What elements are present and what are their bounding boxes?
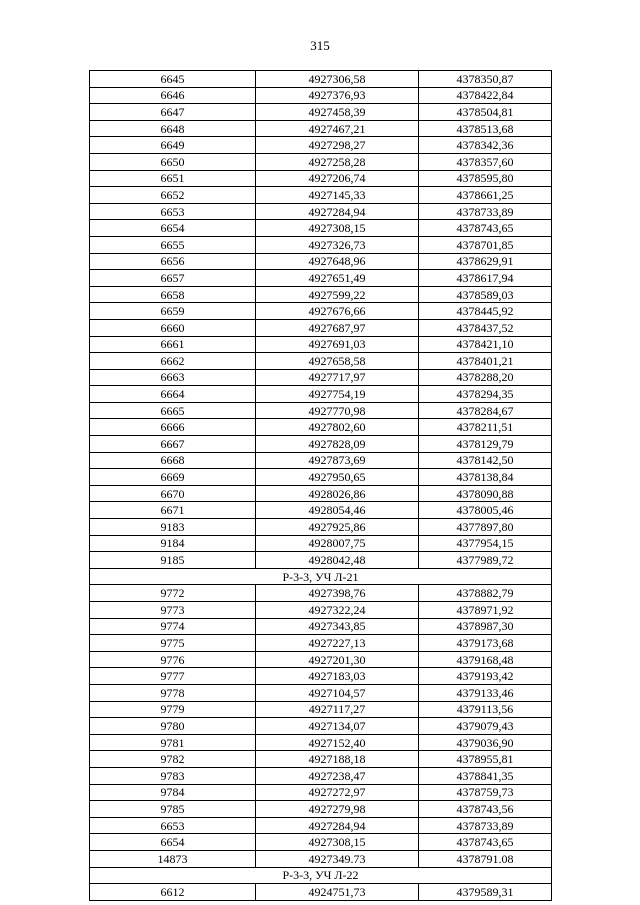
point-number-cell: 9774 (90, 618, 256, 635)
x-coordinate-cell: 4927284,94 (256, 203, 419, 220)
section-title: Р-3-3, УЧ Л-21 (90, 568, 552, 585)
table-row (90, 668, 552, 685)
x-coordinate-cell: 4927227,13 (256, 635, 419, 652)
y-coordinate-cell: 4378421,10 (419, 336, 552, 353)
x-coordinate-cell: 4927950,65 (256, 469, 419, 486)
table-row (90, 718, 552, 735)
y-coordinate-cell: 4378504,81 (419, 104, 552, 121)
x-coordinate-cell: 4927279,98 (256, 801, 419, 818)
table-row (90, 120, 552, 137)
point-number-cell: 6658 (90, 286, 256, 303)
table-row (90, 701, 552, 718)
y-coordinate-cell: 4378595,80 (419, 170, 552, 187)
x-coordinate-cell: 4927873,69 (256, 452, 419, 469)
x-coordinate-cell: 4927238,47 (256, 767, 419, 784)
table-row (90, 635, 552, 652)
point-number-cell: 6612 (90, 884, 256, 901)
point-number-cell: 6654 (90, 220, 256, 237)
x-coordinate-cell: 4927145,33 (256, 187, 419, 204)
x-coordinate-cell: 4927717,97 (256, 369, 419, 386)
x-coordinate-cell: 4928026,86 (256, 485, 419, 502)
point-number-cell: 6653 (90, 203, 256, 220)
table-row (90, 519, 552, 536)
table-row (90, 87, 552, 104)
point-number-cell: 9779 (90, 701, 256, 718)
y-coordinate-cell: 4378284,67 (419, 402, 552, 419)
table-row (90, 817, 552, 834)
y-coordinate-cell: 4378294,35 (419, 386, 552, 403)
y-coordinate-cell: 4378955,81 (419, 751, 552, 768)
table-row (90, 734, 552, 751)
point-number-cell: 9773 (90, 602, 256, 619)
y-coordinate-cell: 4378701,85 (419, 236, 552, 253)
table-row (90, 253, 552, 270)
table-row (90, 319, 552, 336)
table-row (90, 850, 552, 867)
y-coordinate-cell: 4378759,73 (419, 784, 552, 801)
table-row (90, 436, 552, 453)
point-number-cell: 9778 (90, 684, 256, 701)
point-number-cell: 6669 (90, 469, 256, 486)
y-coordinate-cell: 4378513,68 (419, 120, 552, 137)
x-coordinate-cell: 4927754,19 (256, 386, 419, 403)
table-row (90, 137, 552, 154)
point-number-cell: 9184 (90, 535, 256, 552)
x-coordinate-cell: 4927306,58 (256, 71, 419, 88)
x-coordinate-cell: 4927343,85 (256, 618, 419, 635)
table-row (90, 767, 552, 784)
y-coordinate-cell: 4378791.08 (419, 850, 552, 867)
y-coordinate-cell: 4378743,56 (419, 801, 552, 818)
x-coordinate-cell: 4927298,27 (256, 137, 419, 154)
table-row (90, 336, 552, 353)
point-number-cell: 6651 (90, 170, 256, 187)
y-coordinate-cell: 4377989,72 (419, 552, 552, 569)
point-number-cell: 6648 (90, 120, 256, 137)
y-coordinate-cell: 4378357,60 (419, 153, 552, 170)
x-coordinate-cell: 4927183,03 (256, 668, 419, 685)
table-row (90, 684, 552, 701)
y-coordinate-cell: 4377897,80 (419, 519, 552, 536)
y-coordinate-cell: 4378629,91 (419, 253, 552, 270)
point-number-cell: 9783 (90, 767, 256, 784)
y-coordinate-cell: 4378841,35 (419, 767, 552, 784)
point-number-cell: 6665 (90, 402, 256, 419)
x-coordinate-cell: 4927467,21 (256, 120, 419, 137)
point-number-cell: 6660 (90, 319, 256, 336)
x-coordinate-cell: 4927308,15 (256, 834, 419, 851)
x-coordinate-cell: 4927658,58 (256, 353, 419, 370)
table-row (90, 71, 552, 88)
x-coordinate-cell: 4927925,86 (256, 519, 419, 536)
point-number-cell: 6666 (90, 419, 256, 436)
y-coordinate-cell: 4378987,30 (419, 618, 552, 635)
table-row (90, 402, 552, 419)
y-coordinate-cell: 4379173,68 (419, 635, 552, 652)
y-coordinate-cell: 4378138,84 (419, 469, 552, 486)
x-coordinate-cell: 4927272,97 (256, 784, 419, 801)
table-row (90, 485, 552, 502)
point-number-cell: 6670 (90, 485, 256, 502)
point-number-cell: 9780 (90, 718, 256, 735)
y-coordinate-cell: 4378129,79 (419, 436, 552, 453)
y-coordinate-cell: 4378005,46 (419, 502, 552, 519)
table-row (90, 751, 552, 768)
point-number-cell: 6667 (90, 436, 256, 453)
point-number-cell: 6661 (90, 336, 256, 353)
y-coordinate-cell: 4378090,88 (419, 485, 552, 502)
table-row (90, 303, 552, 320)
point-number-cell: 6654 (90, 834, 256, 851)
x-coordinate-cell: 4927322,24 (256, 602, 419, 619)
y-coordinate-cell: 4378422,84 (419, 87, 552, 104)
table-row (90, 220, 552, 237)
x-coordinate-cell: 4927308,15 (256, 220, 419, 237)
point-number-cell: 6653 (90, 817, 256, 834)
y-coordinate-cell: 4378733,89 (419, 203, 552, 220)
point-number-cell: 9777 (90, 668, 256, 685)
x-coordinate-cell: 4927691,03 (256, 336, 419, 353)
table-row (90, 104, 552, 121)
x-coordinate-cell: 4927398,76 (256, 585, 419, 602)
y-coordinate-cell: 4378288,20 (419, 369, 552, 386)
table-row (90, 552, 552, 569)
point-number-cell: 6655 (90, 236, 256, 253)
x-coordinate-cell: 4927258,28 (256, 153, 419, 170)
y-coordinate-cell: 4379079,43 (419, 718, 552, 735)
x-coordinate-cell: 4927152,40 (256, 734, 419, 751)
x-coordinate-cell: 4924751,73 (256, 884, 419, 901)
x-coordinate-cell: 4927188,18 (256, 751, 419, 768)
y-coordinate-cell: 4377954,15 (419, 535, 552, 552)
point-number-cell: 6659 (90, 303, 256, 320)
table-row (90, 884, 552, 901)
point-number-cell: 6656 (90, 253, 256, 270)
y-coordinate-cell: 4378743,65 (419, 834, 552, 851)
table-row (90, 236, 552, 253)
point-number-cell: 6650 (90, 153, 256, 170)
x-coordinate-cell: 4927134,07 (256, 718, 419, 735)
point-number-cell: 9776 (90, 651, 256, 668)
table-row (90, 801, 552, 818)
table-row (90, 153, 552, 170)
point-number-cell: 6668 (90, 452, 256, 469)
y-coordinate-cell: 4378743,65 (419, 220, 552, 237)
table-row (90, 187, 552, 204)
coordinates-table-body (90, 71, 552, 901)
y-coordinate-cell: 4378971,92 (419, 602, 552, 619)
point-number-cell: 9183 (90, 519, 256, 536)
point-number-cell: 9784 (90, 784, 256, 801)
x-coordinate-cell: 4927376,93 (256, 87, 419, 104)
y-coordinate-cell: 4378401,21 (419, 353, 552, 370)
table-row (90, 602, 552, 619)
table-row (90, 535, 552, 552)
x-coordinate-cell: 4927687,97 (256, 319, 419, 336)
point-number-cell: 6657 (90, 270, 256, 287)
table-row (90, 618, 552, 635)
y-coordinate-cell: 4379193,42 (419, 668, 552, 685)
x-coordinate-cell: 4928054,46 (256, 502, 419, 519)
y-coordinate-cell: 4378211,51 (419, 419, 552, 436)
table-row (90, 784, 552, 801)
x-coordinate-cell: 4927770,98 (256, 402, 419, 419)
point-number-cell: 6671 (90, 502, 256, 519)
section-header-row (90, 568, 552, 585)
x-coordinate-cell: 4927648,96 (256, 253, 419, 270)
point-number-cell: 6649 (90, 137, 256, 154)
y-coordinate-cell: 4378342,36 (419, 137, 552, 154)
x-coordinate-cell: 4927802,60 (256, 419, 419, 436)
point-number-cell: 6662 (90, 353, 256, 370)
table-row (90, 386, 552, 403)
point-number-cell: 6663 (90, 369, 256, 386)
point-number-cell: 6652 (90, 187, 256, 204)
point-number-cell: 6645 (90, 71, 256, 88)
x-coordinate-cell: 4927104,57 (256, 684, 419, 701)
point-number-cell: 9785 (90, 801, 256, 818)
table-row (90, 170, 552, 187)
coordinates-table (89, 70, 552, 901)
table-row (90, 203, 552, 220)
point-number-cell: 9781 (90, 734, 256, 751)
table-row (90, 286, 552, 303)
x-coordinate-cell: 4927117,27 (256, 701, 419, 718)
table-row (90, 585, 552, 602)
x-coordinate-cell: 4927599,22 (256, 286, 419, 303)
table-row (90, 469, 552, 486)
y-coordinate-cell: 4379036,90 (419, 734, 552, 751)
page-number: 315 (310, 38, 330, 53)
table-row (90, 270, 552, 287)
table-row (90, 419, 552, 436)
x-coordinate-cell: 4928042,48 (256, 552, 419, 569)
x-coordinate-cell: 4927206,74 (256, 170, 419, 187)
y-coordinate-cell: 4378661,25 (419, 187, 552, 204)
y-coordinate-cell: 4378733,89 (419, 817, 552, 834)
x-coordinate-cell: 4927458,39 (256, 104, 419, 121)
y-coordinate-cell: 4378142,50 (419, 452, 552, 469)
table-row (90, 353, 552, 370)
x-coordinate-cell: 4927349.73 (256, 850, 419, 867)
y-coordinate-cell: 4378882,79 (419, 585, 552, 602)
y-coordinate-cell: 4379113,56 (419, 701, 552, 718)
x-coordinate-cell: 4928007,75 (256, 535, 419, 552)
y-coordinate-cell: 4379168,48 (419, 651, 552, 668)
point-number-cell: 14873 (90, 850, 256, 867)
table-row (90, 452, 552, 469)
y-coordinate-cell: 4378589,03 (419, 286, 552, 303)
x-coordinate-cell: 4927326,73 (256, 236, 419, 253)
section-header-row (90, 867, 552, 884)
y-coordinate-cell: 4378437,52 (419, 319, 552, 336)
section-title: Р-3-3, УЧ Л-22 (90, 867, 552, 884)
point-number-cell: 9185 (90, 552, 256, 569)
x-coordinate-cell: 4927651,49 (256, 270, 419, 287)
y-coordinate-cell: 4378445,92 (419, 303, 552, 320)
y-coordinate-cell: 4378350,87 (419, 71, 552, 88)
y-coordinate-cell: 4378617,94 (419, 270, 552, 287)
y-coordinate-cell: 4379589,31 (419, 884, 552, 901)
point-number-cell: 9782 (90, 751, 256, 768)
table-row (90, 502, 552, 519)
point-number-cell: 9775 (90, 635, 256, 652)
point-number-cell: 9772 (90, 585, 256, 602)
x-coordinate-cell: 4927828,09 (256, 436, 419, 453)
x-coordinate-cell: 4927676,66 (256, 303, 419, 320)
x-coordinate-cell: 4927201,30 (256, 651, 419, 668)
point-number-cell: 6646 (90, 87, 256, 104)
point-number-cell: 6647 (90, 104, 256, 121)
table-row (90, 834, 552, 851)
y-coordinate-cell: 4379133,46 (419, 684, 552, 701)
point-number-cell: 6664 (90, 386, 256, 403)
table-row (90, 369, 552, 386)
x-coordinate-cell: 4927284,94 (256, 817, 419, 834)
table-row (90, 651, 552, 668)
